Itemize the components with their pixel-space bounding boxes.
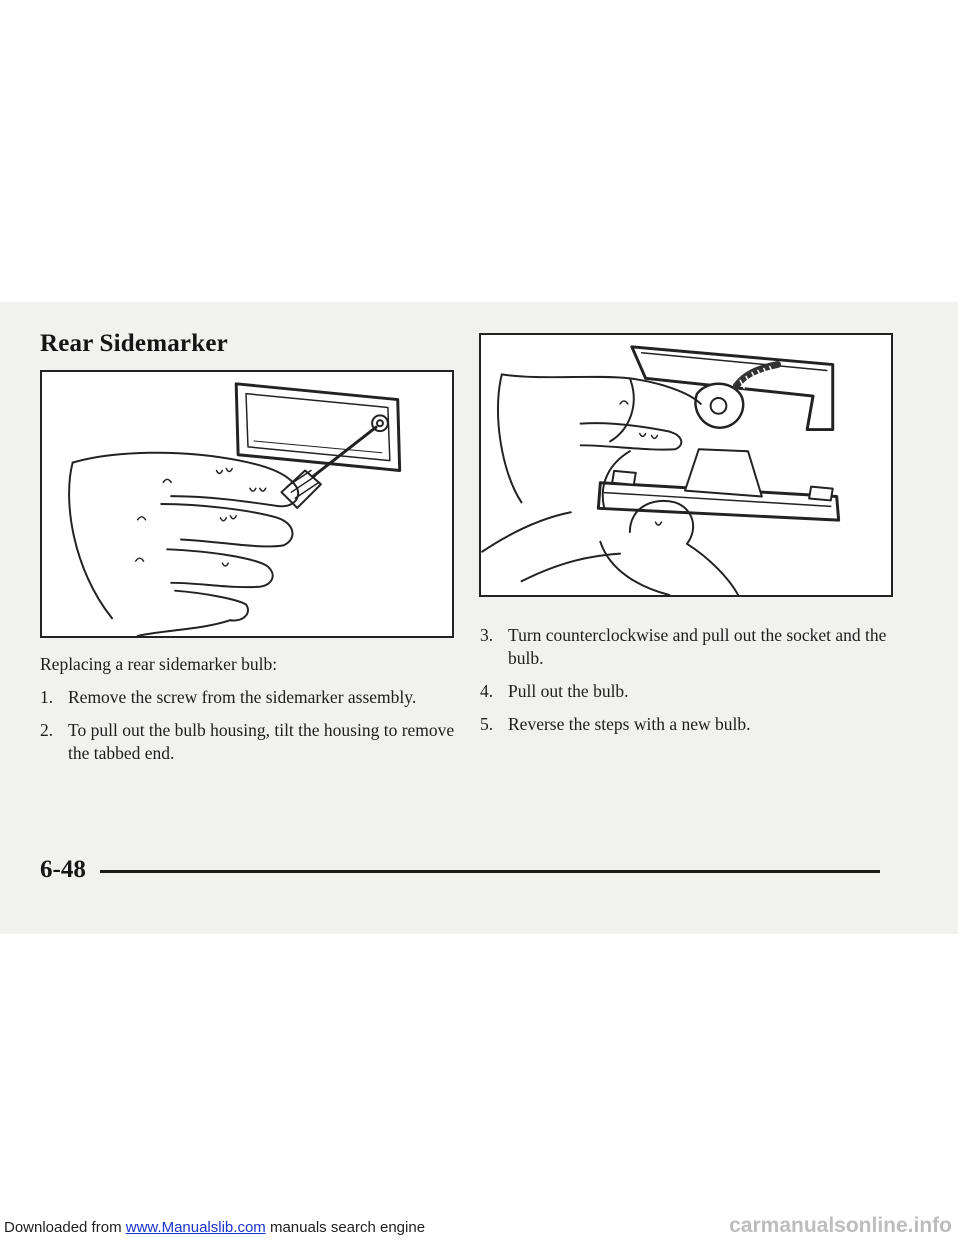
illustration-remove-socket xyxy=(479,333,893,597)
step-number: 3. xyxy=(480,625,494,645)
illustration-remove-screw xyxy=(40,370,454,638)
step-text: Remove the screw from the sidemarker assembly. xyxy=(68,687,417,707)
step-number: 2. xyxy=(40,720,54,740)
page-number: 6-48 xyxy=(40,856,86,883)
hands-socket-illustration xyxy=(481,335,891,595)
step-number: 5. xyxy=(480,714,494,734)
manualslib-link[interactable]: www.Manualslib.com xyxy=(125,1219,266,1236)
watermark-suffix: manuals search engine xyxy=(265,1219,426,1236)
steps-list-right xyxy=(480,624,900,736)
instructions-right xyxy=(480,624,900,746)
step-item xyxy=(480,624,900,670)
step-number: 1. xyxy=(40,687,54,707)
watermark-prefix: Downloaded from xyxy=(4,1219,126,1236)
footer-rule xyxy=(100,870,880,873)
step-item xyxy=(40,719,460,765)
intro-text: Replacing a rear sidemarker bulb: xyxy=(40,654,278,674)
step-item xyxy=(480,713,900,736)
step-number: 4. xyxy=(480,681,494,701)
screwdriver-hand-illustration xyxy=(42,372,452,636)
step-text: Pull out the bulb. xyxy=(508,681,629,701)
step-text: Turn counterclockwise and pull out the socket and the bulb. xyxy=(508,625,887,668)
step-text: Reverse the steps with a new bulb. xyxy=(508,714,751,734)
source-watermark: carmanualsonline.info xyxy=(729,1214,952,1237)
section-heading: Rear Sidemarker xyxy=(40,330,228,357)
instructions-left xyxy=(40,653,460,775)
step-item xyxy=(40,686,460,709)
step-item xyxy=(480,680,900,703)
download-watermark xyxy=(4,1219,425,1236)
steps-list-left xyxy=(40,686,460,765)
step-text: To pull out the bulb housing, tilt the housing to remove the tabbed end. xyxy=(68,720,455,763)
